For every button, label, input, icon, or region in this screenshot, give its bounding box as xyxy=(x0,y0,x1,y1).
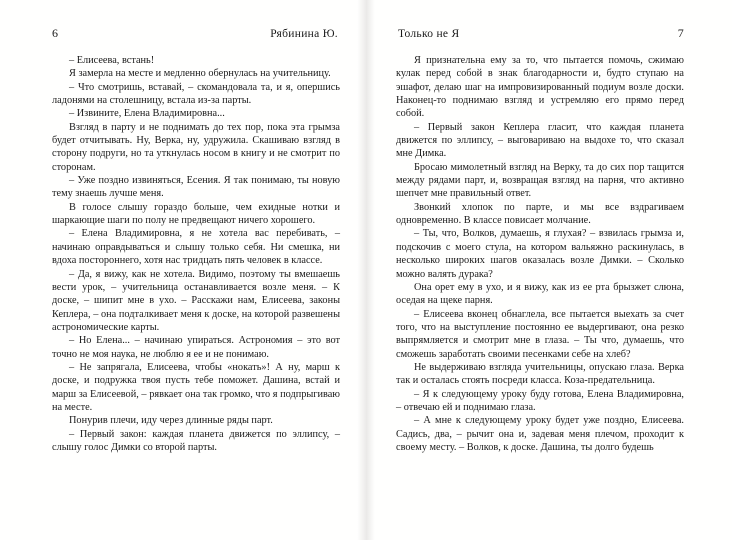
paragraph: – Елисеева вконец обнаглела, все пытается выехать за счет того, что на выступление постоянно ее выдергивают, она резко выпрямляется и смотрит мне в глаза. – Ты что, думаешь, что сможешь заработать своими песенками себе на хлеб? xyxy=(396,308,684,360)
paragraph: – Что смотришь, вставай, – скомандовала та, и я, опершись ладонями на столешницу, встала из-за парты. xyxy=(52,81,340,107)
paragraph: – Но Елена... – начинаю упираться. Астрономия – это вот точно не моя наука, не люблю я ее и не понимаю. xyxy=(52,335,340,360)
paragraph: Не выдерживаю взгляда учительницы, опускаю глаза. Верка так и осталась стоять посреди класса. Коза-предательница. xyxy=(396,361,684,387)
paragraph: – Уже поздно извиняться, Есения. Я так понимаю, ты новую тему знаешь лучше меня. xyxy=(52,175,340,200)
paragraph: Она орет ему в ухо, и я вижу, как из ее рта брызжет слюна, оседая на щеке парня. xyxy=(396,281,684,307)
page-header-left xyxy=(52,26,340,40)
paragraph: – Я к следующему уроку буду готова, Елена Владимировна, – отвечаю ей и поднимаю глаза. xyxy=(396,388,684,413)
paragraph: – Извините, Елена Владимировна... xyxy=(69,108,225,120)
running-title-right: Только не Я xyxy=(398,28,460,40)
paragraph: Я признательна ему за то, что пытается помочь, сжимаю кулак перед собой в знак благодарности и, будто ступаю на эшафот, делаю шаг на импровизированный подиум возле доски. Наконец-то поднимаю взгляд и устремляю его прямо перед собой. xyxy=(396,55,684,120)
page-right xyxy=(366,0,732,540)
paragraph: – Не запрягала, Елисеева, чтобы «нокать»! А ну, марш к доске, и подружка твоя пусть тебе поможет. Дашина, встай и марш за Елисеевой, – рявкает она так громко, что я подпрыгиваю на месте. xyxy=(52,361,340,413)
running-title-left: Рябинина Ю. xyxy=(270,28,338,40)
paragraph: Понурив плечи, иду через длинные ряды парт. xyxy=(69,415,273,427)
paragraph: Взгляд в парту и не поднимать до тех пор, пока эта грымза будет отчитывать. Ну, Верка, ну, удружила. Скашиваю взгляд в сторону подруги, но та уткнулась носом в книгу и не смотрит по сторонам. xyxy=(52,121,340,173)
page-body-left xyxy=(52,54,340,454)
paragraph: Я замерла на месте и медленно обернулась на учительницу. xyxy=(69,68,331,80)
page-number-left: 6 xyxy=(52,26,59,40)
paragraph: – А мне к следующему уроку будет уже поздно, Елисеева. Садись, два, – рычит она и, задевая меня плечом, проходит к своему месту. – Волков, к доске. Дашина, ты долго будешь xyxy=(396,415,684,453)
paragraph: – Да, я вижу, как не хотела. Видимо, поэтому ты вмешаешь вести урок, – учительница останавливается возле меня. – К доске, – шипит мне в ухо. – Расскажи нам, Елисеева, законы Кеплера, – она подталкивает меня к доске, на которой развешены астрономические карты. xyxy=(52,268,340,333)
paragraph: – Ты, что, Волков, думаешь, я глухая? – взвилась грымза и, подскочив с моего стула, на котором вальяжно раскинулась, в несколько широких шагов оказалась возле Димки. – Сколько можно валять дурака? xyxy=(396,228,684,280)
paragraph: – Елисеева, встань! xyxy=(69,55,155,66)
paragraph: Звонкий хлопок по парте, и мы все вздрагиваем одновременно. В классе повисает молчание. xyxy=(396,201,684,227)
page-body-right xyxy=(396,54,684,454)
paragraph: Бросаю мимолетный взгляд на Верку, та до сих пор тащится между рядами парт, и, возвращая взгляд на парня, что активно шепчет мне правильный ответ. xyxy=(396,161,684,200)
paragraph: – Первый закон: каждая планета движется по эллипсу, – слышу голос Димки со второй парты. xyxy=(52,428,340,453)
paragraph: – Елена Владимировна, я не хотела вас перебивать, – начинаю оправдываться и слышу только себя. Ни смешка, ни вдоха постороннего, хотя нас тридцать пять человек в классе. xyxy=(52,228,340,267)
paragraph: В голосе слышу гораздо больше, чем ехидные нотки и шаркающие шаги по полу не предвещают ничего хорошего. xyxy=(52,201,340,227)
paragraph: – Первый закон Кеплера гласит, что каждая планета движется по эллипсу, – выговариваю на выдохе то, что сказал мне Димка. xyxy=(396,121,684,160)
page-header-right xyxy=(396,26,684,40)
page-number-right: 7 xyxy=(677,26,684,40)
